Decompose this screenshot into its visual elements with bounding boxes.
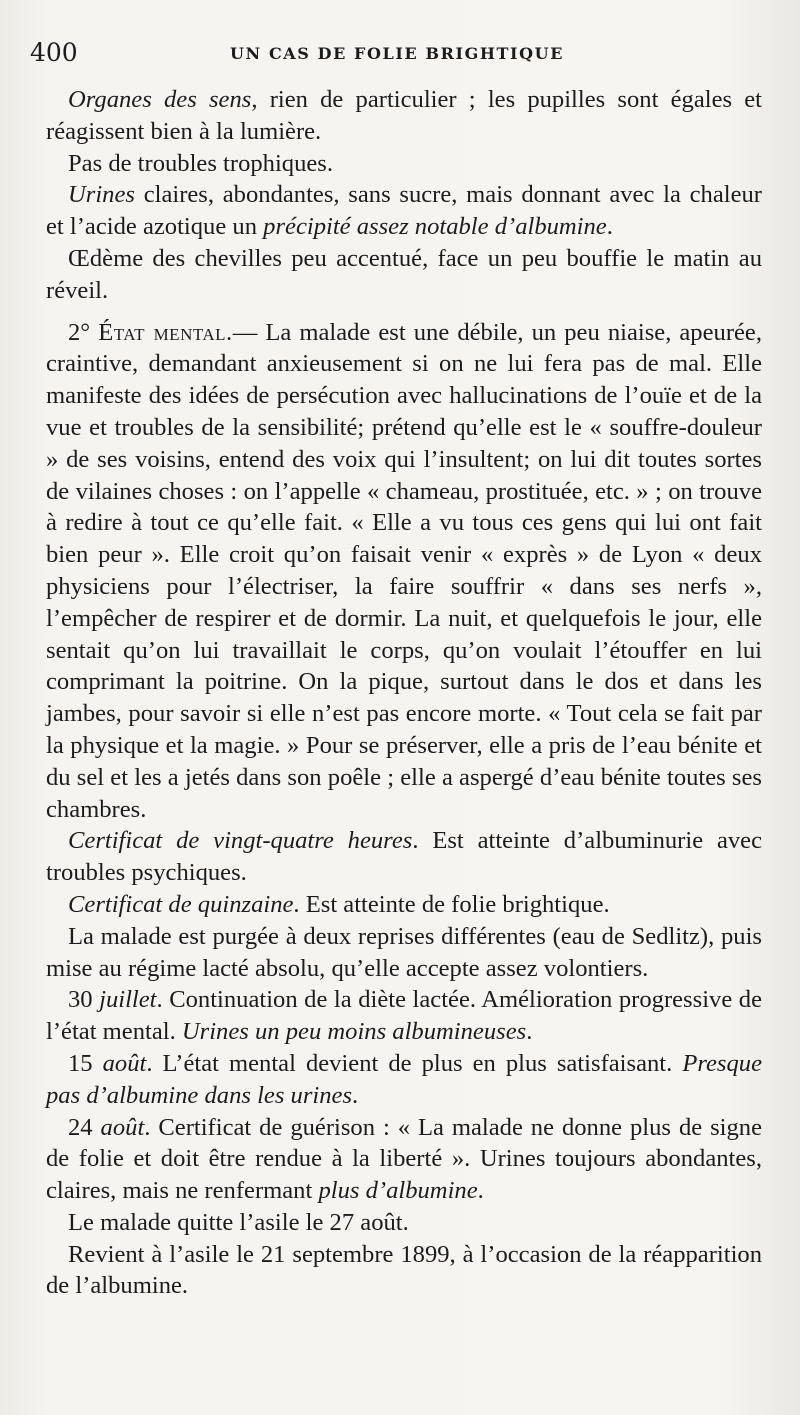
paragraph — [46, 317, 762, 826]
paragraph-tail: . — [606, 213, 613, 241]
paragraph — [46, 921, 762, 985]
paragraph-tail: . — [477, 1177, 484, 1205]
paragraph-text: Œdème des chevilles peu accentué, face un peu bouffie le matin au réveil. — [46, 244, 762, 304]
paragraph-emphasis: plus d’albumine — [318, 1177, 478, 1205]
paragraph-lead: août — [102, 1049, 147, 1077]
paragraph-text: . Continuation de la diète lactée. Amélioration progressive de l’état mental. — [46, 986, 762, 1046]
page-header — [30, 38, 775, 74]
paragraph-lead: Certificat de quinzaine — [68, 890, 294, 918]
page-body — [46, 84, 762, 1302]
paragraph — [46, 148, 762, 180]
running-head: UN CAS DE FOLIE BRIGHTIQUE — [230, 44, 565, 63]
paragraph-lead: Organes des sens — [68, 86, 252, 113]
paragraph — [46, 179, 762, 243]
paragraph-emphasis: Urines un peu moins albumineuses — [181, 1018, 527, 1046]
paragraph-text: . Est atteinte de folie brightique. — [293, 890, 610, 918]
paragraph — [46, 243, 762, 307]
paragraph-text: . L’état mental devient de plus en plus satisfaisant. — [146, 1049, 683, 1077]
paragraph-text: , rien de particulier ; les pupilles sont égales et réagissent bien à la lumière. — [46, 86, 763, 145]
paragraph — [46, 984, 762, 1048]
paragraph — [46, 1112, 762, 1207]
paragraph-number: 15 — [68, 1049, 103, 1077]
paragraph-lead: août — [100, 1113, 145, 1141]
paragraph-number: 24 — [68, 1113, 101, 1141]
paragraph-text: Revient à l’asile le 21 septembre 1899, à l’occasion de la réapparition de l’albumine. — [46, 1240, 762, 1300]
paragraph — [46, 1048, 762, 1112]
paragraph-text: . Est atteinte d’albuminurie avec troubles psychiques. — [46, 827, 763, 887]
paragraph — [46, 825, 762, 889]
paragraph-number: 30 — [68, 986, 100, 1014]
paragraph — [46, 1207, 762, 1239]
paragraph-number: 2° — [68, 318, 99, 346]
paragraph-emphasis: Presque pas d’albumine dans les urines — [46, 1049, 762, 1109]
paragraph — [46, 889, 762, 921]
paragraph — [46, 1239, 762, 1303]
section-heading: État mental. — [98, 318, 233, 346]
paragraph-text: claires, abondantes, sans sucre, mais donnant avec la chaleur et l’acide azotique un — [46, 181, 762, 241]
paragraph-tail: . — [526, 1018, 533, 1046]
page-number: 400 — [30, 38, 78, 67]
paragraph-text: Pas de troubles trophiques. — [68, 149, 334, 177]
paragraph-lead: Urines — [68, 181, 135, 209]
paragraph-text: La malade est purgée à deux reprises différentes (eau de Sedlitz), puis mise au régime lacté absolu, qu’elle accepte assez volontiers. — [46, 922, 762, 982]
paragraph-tail: . — [352, 1081, 359, 1109]
paragraph-lead: Certificat de vingt-quatre heures — [68, 827, 413, 855]
paragraph-text: . Certificat de guérison : « La malade ne donne plus de signe de folie et doit être rendue à la liberté ». Urines toujours abondantes, claires, mais ne renfermant — [46, 1113, 763, 1205]
paragraph — [46, 84, 762, 148]
paragraph-text: — La malade est une débile, un peu niaise, apeurée, craintive, demandant anxieusement si on ne lui fera pas de mal. Elle manifeste des idées de persécution avec hallucinations de l’ouïe et de la vue et troubles de la sensibilité; prétend qu’elle est le « souffre-douleur » de ses voisins, entend des voix qui l’insultent; on lui dit toutes sortes de vilaines choses : on l’appelle « chameau, prostituée, etc. » ; on trouve à redire à tout ce qu’elle fait. « Elle a vu tous ces gens qui lui ont fait bien peur ». Elle croit qu’on faisait venir « exprès » de Lyon « deux physiciens pour l’électriser, la faire souffrir « dans ses nerfs », l’empêcher de respirer et de dormir. La nuit, et quelquefois le jour, elle sentait qu’on lui travaillait le corps, qu’on voulait l’étouffer en lui comprimant la poitrine. On la pique, surtout dans le dos et dans les jambes, pour savoir si elle n’est pas encore morte. « Tout cela se fait par la physique et la magie. » Pour se préserver, elle a pris de l’eau bénite et du sel et les a jetés dans son poêle ; elle a aspergé d’eau bénite toutes ses chambres. — [46, 318, 762, 823]
paragraph-text: Le malade quitte l’asile le 27 août. — [68, 1208, 409, 1236]
paragraph-lead: juillet — [99, 986, 157, 1014]
paragraph-emphasis: précipité assez notable d’albumine — [263, 213, 607, 241]
